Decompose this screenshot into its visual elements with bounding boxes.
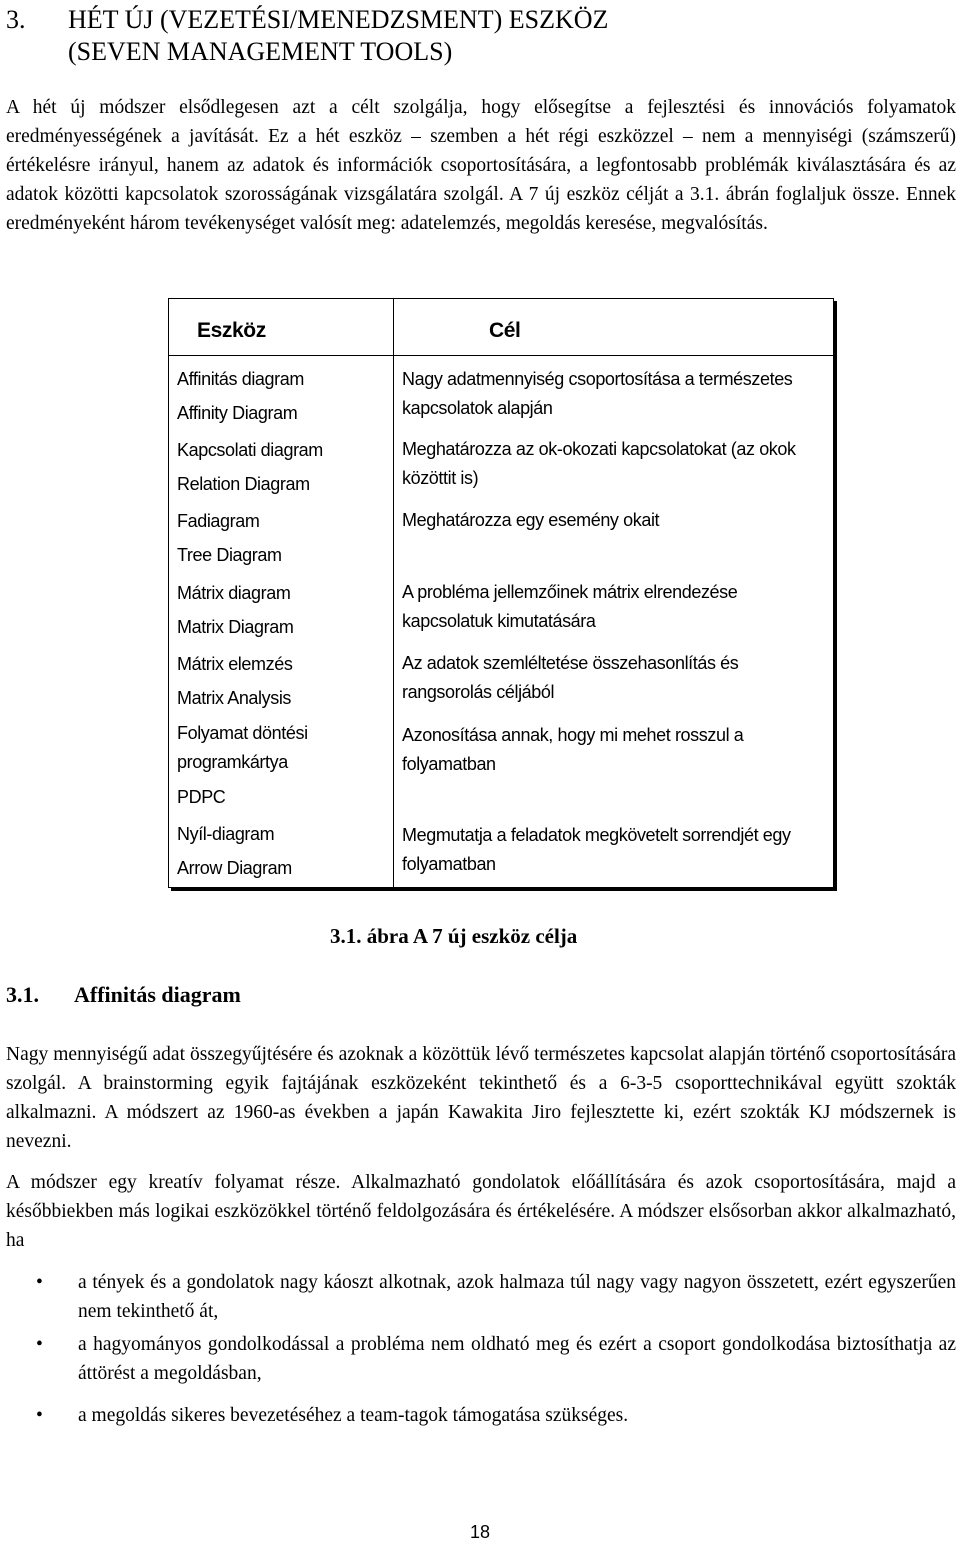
figure-row-goal	[402, 821, 827, 879]
header-divider	[169, 355, 833, 356]
figure-row-tool	[177, 576, 389, 644]
tool-name-hu: Kapcsolati diagram	[177, 440, 323, 460]
goal-line: közöttit is)	[402, 468, 479, 488]
figure-row-goal	[402, 578, 827, 636]
tool-name-en: Tree Diagram	[177, 545, 282, 565]
page-number: 18	[470, 1522, 491, 1542]
tool-name-en: Relation Diagram	[177, 474, 310, 494]
figure-row-tool	[177, 719, 389, 812]
tool-name-en: Matrix Analysis	[177, 688, 292, 708]
tool-name-hu: programkártya	[177, 752, 288, 772]
section-title: Affinitás diagram	[74, 982, 241, 1007]
section-paragraph-1: Nagy mennyiségű adat összegyűjtésére és azoknak a közöttük lévő természetes kapcsolat alapján történő csoportosítására szolgál. A brainstorming egyik fajtájának eszközeként tekinthető és a 6-3-5 csoporttechnikával együtt szokták alkalmazni. A módszert az 1960-as években a japán Kawakita Jiro fejlesztette ki, ezért szokták KJ módszernek is nevezni.	[6, 1044, 956, 1152]
chapter-title-line1: HÉT ÚJ (VEZETÉSI/MENEDZSMENT) ESZKÖZ	[68, 5, 609, 34]
bullet-icon: •	[36, 1334, 43, 1355]
figure-row-tool	[177, 647, 389, 715]
goal-line: kapcsolatuk kimutatására	[402, 611, 596, 631]
figure-row-goal	[402, 435, 827, 493]
goal-line: Az adatok szemléltetése összehasonlítás és	[402, 653, 739, 673]
tool-name-en: Matrix Diagram	[177, 617, 294, 637]
tool-name-en: Affinity Diagram	[177, 403, 298, 423]
goal-line: folyamatban	[402, 754, 496, 774]
tool-name-en: PDPC	[177, 787, 226, 807]
goal-line: Meghatározza egy esemény okait	[402, 510, 660, 530]
figure-caption: 3.1. ábra A 7 új eszköz célja	[330, 924, 578, 948]
section-number: 3.1.	[6, 982, 39, 1007]
figure-row-goal	[402, 649, 827, 707]
section-paragraph-2: A módszer egy kreatív folyamat része. Alkalmazható gondolatok előállítására és azok csoportosítására, majd a későbbiekben más logikai eszközökkel történő feldolgozására és értékelésére. A módszer elsősorban akkor alkalmazható, ha	[6, 1172, 956, 1251]
tool-name-hu: Folyamat döntési	[177, 723, 308, 743]
figure-row-tool	[177, 362, 389, 430]
chapter-title-line2: (SEVEN MANAGEMENT TOOLS)	[68, 37, 453, 66]
goal-line: Azonosítása annak, hogy mi mehet rosszul a	[402, 725, 744, 745]
column-divider	[393, 299, 394, 887]
figure-row-goal	[402, 365, 827, 423]
list-item-text: a megoldás sikeres bevezetéséhez a team-tagok támogatása szükséges.	[78, 1405, 629, 1426]
bullet-icon: •	[36, 1405, 43, 1426]
bullet-icon: •	[36, 1272, 43, 1293]
tool-name-hu: Mátrix diagram	[177, 583, 291, 603]
figure-row-tool	[177, 504, 389, 572]
figure-row-goal	[402, 506, 827, 535]
goal-line: Meghatározza az ok-okozati kapcsolatokat (az okok	[402, 439, 796, 459]
goal-line: kapcsolatok alapján	[402, 398, 553, 418]
tool-name-en: Arrow Diagram	[177, 858, 292, 878]
column-header-goal: Cél	[489, 319, 521, 342]
tools-figure	[168, 298, 834, 888]
list-item-text: a hagyományos gondolkodással a probléma nem oldható meg és ezért a csoport gondolkodása biztosíthatja az áttörést a megoldásban,	[78, 1334, 956, 1384]
tool-name-hu: Mátrix elemzés	[177, 654, 293, 674]
chapter-number: 3.	[6, 5, 26, 34]
list-item-text: a tények és a gondolatok nagy káoszt alkotnak, azok halmaza túl nagy vagy nagyon összetett, ezért egyszerűen nem tekinthető át,	[78, 1272, 956, 1322]
tool-name-hu: Affinitás diagram	[177, 369, 304, 389]
goal-line: Nagy adatmennyiség csoportosítása a természetes	[402, 369, 793, 389]
tool-name-hu: Nyíl-diagram	[177, 824, 275, 844]
column-header-tool: Eszköz	[197, 319, 266, 342]
goal-line: Megmutatja a feladatok megkövetelt sorrendjét egy	[402, 825, 791, 845]
goal-line: A probléma jellemzőinek mátrix elrendezése	[402, 582, 738, 602]
goal-line: rangsorolás céljából	[402, 682, 555, 702]
figure-row-goal	[402, 721, 827, 779]
figure-row-tool	[177, 817, 389, 885]
figure-row-tool	[177, 433, 389, 501]
tool-name-hu: Fadiagram	[177, 511, 260, 531]
intro-paragraph: A hét új módszer elsődlegesen azt a célt szolgálja, hogy elősegítse a fejlesztési és innovációs folyamatok eredményességének a javítását. Ez a hét eszköz – szemben a hét régi eszközzel – nem a mennyiségi (számszerű) értékelésre irányul, hanem az adatok és információk csoportosítására, a legfontosabb problémák kiválasztására és az adatok közötti kapcsolatok szorosságának vizsgálatára szolgál. A 7 új eszköz célját a 3.1. ábrán foglaljuk össze. Ennek eredményeként három tevékenységet valósít meg: adatelemzés, megoldás keresése, megvalósítás.	[6, 97, 956, 234]
goal-line: folyamatban	[402, 854, 496, 874]
